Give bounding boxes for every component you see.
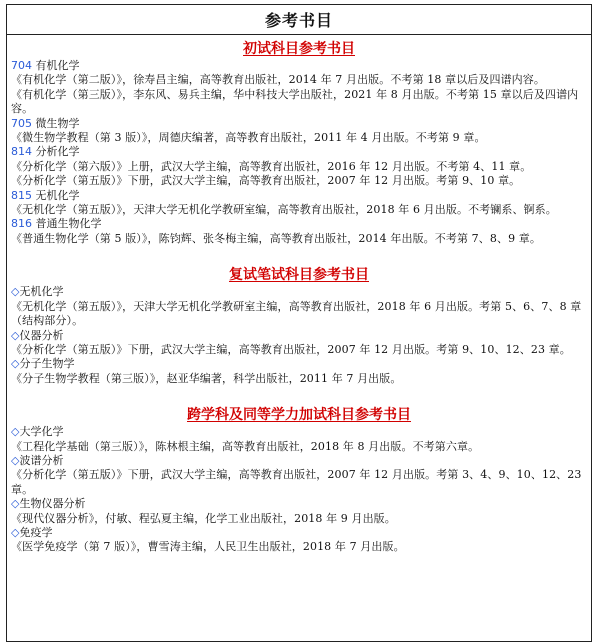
- section-heading: 初试科目参考书目: [243, 41, 355, 57]
- section-heading: 跨学科及同等学力加试科目参考书目: [187, 407, 411, 424]
- subject-line: [11, 357, 587, 371]
- book-entry: 《有机化学（第二版）》，徐寿昌主编，高等教育出版社，2014 年 7 月出版。不考第 18 章以后及四谱内容。: [11, 73, 545, 87]
- section-1: [11, 40, 587, 246]
- subject-line: [11, 329, 587, 343]
- subject-line: [11, 189, 587, 203]
- book-entry: 《现代仪器分析》，付敏、程弘夏主编，化学工业出版社，2018 年 9 月出版。: [11, 511, 396, 525]
- diamond-icon: ◇: [11, 453, 20, 467]
- subject-line: [11, 526, 587, 540]
- subject-line: [11, 217, 587, 231]
- subject-name: 分析化学: [35, 145, 80, 159]
- subject-name: 无机化学: [35, 188, 80, 202]
- subject-name: 仪器分析: [19, 328, 64, 342]
- book-entry: 《无机化学（第五版）》，天津大学无机化学教研室主编，高等教育出版社，2018 年 6 月出版。考第 5、6、7、8 章（结构部分）。: [11, 299, 582, 328]
- subject-code: 816: [11, 217, 32, 231]
- book-entry: 《工程化学基础（第三版）》，陈林根主编，高等教育出版社，2018 年 8 月出版。不考第六章。: [11, 439, 480, 453]
- subject-name: 微生物学: [35, 116, 80, 130]
- subject-name: 分子生物学: [19, 357, 75, 371]
- section-heading: 复试笔试科目参考书目: [229, 267, 369, 284]
- subject-line: [11, 285, 587, 299]
- subject-name: 波谱分析: [19, 453, 64, 467]
- book-entry: 《分析化学（第五版）》下册，武汉大学主编，高等教育出版社，2007 年 12 月出版。考第 9、10 章。: [11, 174, 521, 188]
- subject-line: [11, 497, 587, 511]
- subject-name: 生物仪器分析: [19, 497, 86, 511]
- subject-line: [11, 425, 587, 439]
- section-2: [11, 266, 587, 386]
- subject-name: 无机化学: [19, 285, 64, 299]
- book-entry: 《分子生物学教程（第三版）》，赵亚华编著，科学出版社，2011 年 7 月出版。: [11, 371, 402, 385]
- reference-books-table: [6, 4, 592, 642]
- book-entry: 《微生物学教程（第 3 版）》，周德庆编著，高等教育出版社，2011 年 4 月出版。不考第 9 章。: [11, 131, 486, 145]
- page-title: 参考书目: [7, 5, 591, 35]
- book-entry: 《无机化学（第五版）》，天津大学无机化学教研室编，高等教育出版社，2018 年 6 月出版。不考镧系、锕系。: [11, 203, 557, 217]
- subject-code: 815: [11, 188, 32, 202]
- section-3: [11, 406, 587, 555]
- subject-code: 705: [11, 116, 32, 130]
- content-area: [7, 40, 591, 555]
- subject-line: [11, 59, 587, 73]
- subject-code: 814: [11, 145, 32, 159]
- book-entry: 《分析化学（第五版）》下册，武汉大学主编，高等教育出版社，2007 年 12 月出版。考第 9、10、12、23 章。: [11, 342, 571, 356]
- book-entry: 《分析化学（第五版）》下册，武汉大学主编，高等教育出版社，2007 年 12 月出版。考第 3、4、9、10、12、23 章。: [11, 468, 582, 496]
- book-entry: 《普通生物化学（第 5 版）》，陈钧辉、张冬梅主编，高等教育出版社，2014 年出版。不考第 7、8、9 章。: [11, 231, 541, 245]
- diamond-icon: ◇: [11, 497, 20, 511]
- diamond-icon: ◇: [11, 285, 20, 299]
- diamond-icon: ◇: [11, 525, 20, 539]
- subject-name: 大学化学: [19, 425, 64, 439]
- subject-line: [11, 454, 587, 468]
- book-entry: 《医学免疫学（第 7 版）》，曹雪涛主编，人民卫生出版社，2018 年 7 月出版。: [11, 540, 405, 554]
- subject-name: 免疫学: [19, 525, 53, 539]
- book-entry: 《分析化学（第六版）》上册，武汉大学主编，高等教育出版社，2016 年 12 月出版。不考第 4、11 章。: [11, 159, 532, 173]
- diamond-icon: ◇: [11, 425, 20, 439]
- diamond-icon: ◇: [11, 357, 20, 371]
- subject-line: [11, 145, 587, 159]
- subject-code: 704: [11, 59, 32, 72]
- book-entry: 《有机化学（第三版）》，李东风、易兵主编，华中科技大学出版社，2021 年 8 月出版。不考第 15 章以后及四谱内容。: [11, 87, 579, 116]
- diamond-icon: ◇: [11, 328, 20, 342]
- subject-line: [11, 117, 587, 131]
- subject-name: 有机化学: [35, 59, 80, 72]
- subject-name: 普通生物化学: [35, 217, 102, 231]
